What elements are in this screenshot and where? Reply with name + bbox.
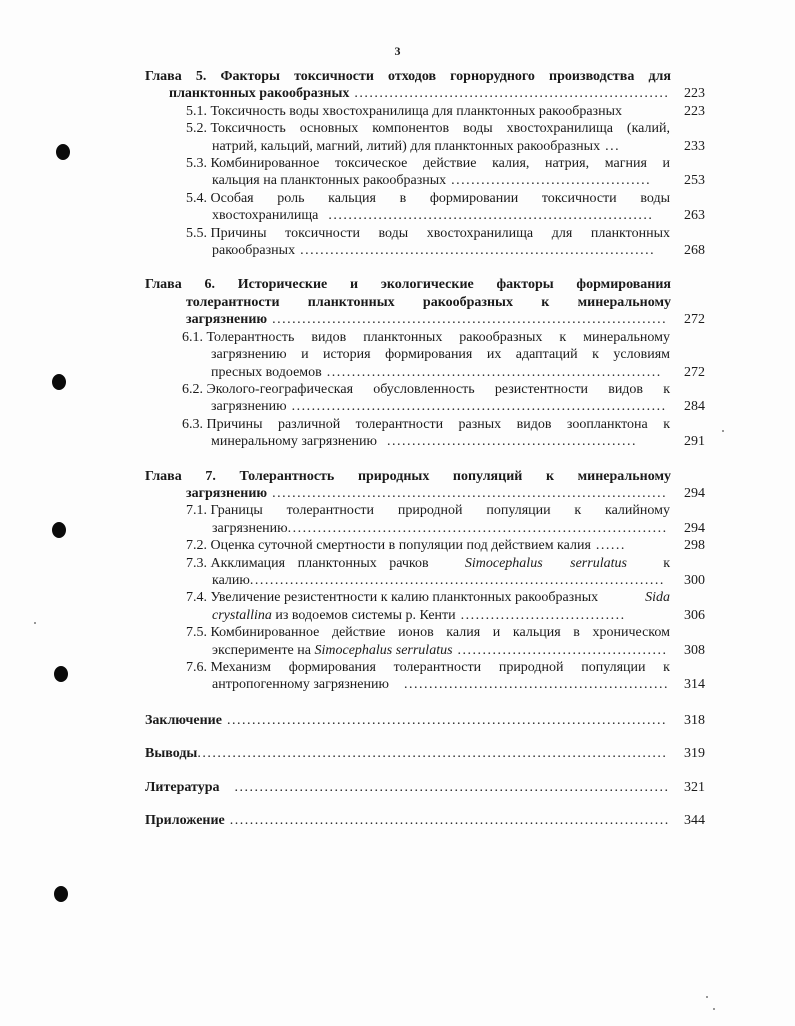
section-title: Токсичность основных компонентов воды хвостохранилища (калий, [210, 121, 670, 137]
scan-speck [722, 430, 724, 432]
section-number: 7.2. [186, 538, 207, 554]
toc-entry [0, 659, 795, 676]
page-ref: 272 [684, 364, 705, 380]
toc-entry-cont: ракообразных ....................................................................... 268 [0, 242, 795, 259]
section-title: Эколого-географическая обусловленность резистентности видов к [206, 381, 670, 397]
chapter-title-line: толерантности планктонных ракообразных к минеральному [186, 294, 671, 310]
species-name: Simocephalus serrulatus [464, 555, 627, 571]
toc-entry [0, 225, 795, 242]
section-title: загрязнению и история формирования их адаптаций к условиям [211, 347, 670, 363]
page-ref: 344 [684, 813, 705, 829]
section-title: хвостохранилища [212, 208, 319, 224]
section-number: 7.4. [186, 590, 207, 606]
page-ref: 223 [684, 103, 705, 119]
section-title: к [663, 555, 670, 571]
section-title: загрязнению [211, 399, 287, 415]
page-ref: 294 [684, 520, 705, 536]
section-title: Толерантность видов планктонных ракообразных к минеральному [206, 329, 670, 345]
chapter-title-line: Глава 5. Факторы токсичности отходов горнорудного производства для [145, 69, 671, 84]
toc-entry [0, 589, 795, 606]
toc-entry-cont: загрязнению ........................................................................... 284 [0, 398, 795, 415]
chapter-heading-last: загрязнению ............................................................................... 294 [186, 485, 705, 501]
scan-speck [34, 622, 36, 624]
section-title: минеральному загрязнению [211, 434, 377, 450]
chapter-6 [0, 276, 795, 450]
section-title: Увеличение резистентности к калию планктонных ракообразных [210, 590, 599, 606]
chapter-heading [0, 68, 671, 85]
toc-entry-cont: эксперименте на Simocephalus serrulatus .......................................... 308 [212, 642, 705, 658]
chapter-heading-last: загрязнению ............................................................................... 272 [186, 312, 705, 328]
toc-entry [0, 555, 795, 572]
page-ref: 263 [684, 208, 705, 224]
section-number: 6.3. [182, 416, 203, 432]
toc-entry [0, 103, 795, 120]
toc-end-item-literature: Литература ....................................................................................... 321 [145, 779, 705, 795]
toc-end-item-appendix: Приложение ........................................................................................ 344 [145, 813, 705, 829]
section-title: Токсичность воды хвостохранилища для планктонных ракообразных [210, 103, 622, 119]
toc-entry-cont: crystallina из водоемов системы р. Кенти ................................. 306 [212, 607, 705, 623]
section-number: 6.1. [182, 329, 203, 345]
section-title: антропогенному загрязнению [212, 677, 389, 693]
toc-end-item-conclusion: Заключение ........................................................................................ 318 [145, 712, 705, 728]
page-ref: 319 [684, 746, 705, 762]
toc-entry-cont: минеральному загрязнению .................................................. 291 [0, 433, 795, 450]
page-ref: 253 [684, 173, 705, 189]
page-ref: 294 [684, 485, 705, 501]
page-ref: 233 [684, 138, 705, 154]
section-title: Границы толерантности природной популяции к калийному [210, 503, 670, 519]
chapter-heading [0, 468, 671, 485]
end-item-label: Литература [145, 779, 220, 795]
binder-hole-mark [54, 886, 68, 902]
section-number: 7.1. [186, 503, 207, 519]
page-ref: 291 [684, 434, 705, 450]
end-item-label: Приложение [145, 813, 225, 829]
section-title: Особая роль кальция в формировании токсичности воды [210, 190, 670, 206]
chapter-title-line: Глава 6. Исторические и экологические факторы формирования [145, 277, 671, 293]
section-title: Акклимация планктонных рачков [210, 555, 429, 571]
toc-entry-cont: калию ................................................................................... 300 [0, 572, 795, 589]
chapter-5 [0, 68, 795, 259]
section-number: 7.5. [186, 625, 207, 641]
section-title: Комбинированное действие ионов калия и кальция в хроническом [210, 625, 670, 641]
toc-entry-cont [0, 346, 795, 363]
page-number: 3 [394, 44, 401, 58]
species-name: Sida [645, 590, 670, 606]
toc-entry [0, 190, 795, 207]
toc-entry [0, 416, 795, 433]
page-ref: 268 [684, 243, 705, 259]
section-title: загрязнению [212, 520, 288, 536]
section-title: Причины токсичности воды хвостохранилища для планктонных [210, 225, 670, 241]
scan-speck [713, 1008, 715, 1010]
end-item-label: Выводы [145, 746, 198, 762]
section-title: Комбинированное токсическое действие калия, натрия, магния и [210, 156, 670, 172]
chapter-heading [0, 276, 671, 293]
section-title: натрий, кальций, магний, литий) для планктонных ракообразных [212, 138, 601, 154]
page-ref: 223 [684, 86, 705, 102]
chapter-heading [0, 294, 795, 311]
chapter-7 [0, 468, 795, 694]
toc-entry [0, 120, 795, 137]
section-number: 5.2. [186, 121, 207, 137]
species-name: crystallina [212, 607, 272, 623]
page-ref: 308 [684, 642, 705, 658]
section-title: Механизм формирования толерантности природной популяции к [210, 660, 670, 675]
section-number: 5.4. [186, 190, 207, 206]
binder-hole-mark [54, 666, 68, 682]
section-title: калию [212, 572, 250, 588]
end-item-label: Заключение [145, 712, 222, 728]
section-title: из водоемов системы р. Кенти [275, 607, 456, 623]
section-title: Причины различной толерантности разных видов зоопланктона к [206, 416, 670, 432]
scan-speck [706, 996, 708, 998]
chapter-heading-last: планктонных ракообразных ............................................................... 223 [169, 86, 705, 102]
page-ref: 321 [684, 779, 705, 795]
table-of-contents [0, 68, 795, 829]
section-title: эксперименте на [212, 642, 311, 658]
toc-entry [0, 381, 795, 398]
page-ref: 284 [684, 399, 705, 415]
toc-entry-cont: кальция на планктонных ракообразных ........................................ 253 [0, 172, 795, 189]
chapter-title-line: загрязнению [186, 312, 268, 328]
page-ref: 306 [684, 607, 705, 623]
toc-entry [0, 329, 795, 346]
section-number: 5.1. [186, 103, 207, 119]
section-number: 5.5. [186, 225, 207, 241]
binder-hole-mark [52, 522, 66, 538]
page-ref: 272 [684, 312, 705, 328]
chapter-title-line: Глава 7. Толерантность природных популяций к минеральному [145, 468, 671, 484]
section-number: 5.3. [186, 156, 207, 172]
section-title: Оценка суточной смертности в популяции под действием калия [210, 538, 591, 554]
toc-entry [0, 155, 795, 172]
page-ref: 318 [684, 712, 705, 728]
binder-hole-mark [52, 374, 66, 390]
binder-hole-mark [56, 144, 70, 160]
page-ref: 298 [684, 538, 705, 554]
toc-entry [0, 502, 795, 519]
section-title: ракообразных [212, 243, 296, 259]
section-number: 6.2. [182, 381, 203, 397]
page-ref: 314 [684, 677, 705, 693]
toc-entry: 7.2. Оценка суточной смертности в популяции под действием калия ...... 298 [186, 538, 705, 554]
section-title: кальция на планктонных ракообразных [212, 173, 447, 189]
toc-end-item-findings: Выводы .............................................................................................. 319 [145, 746, 705, 762]
toc-entry-cont: натрий, кальций, магний, литий) для планктонных ракообразных ... 233 [0, 138, 795, 155]
species-name: Simocephalus serrulatus [314, 642, 453, 658]
chapter-title-line: загрязнению [186, 485, 268, 501]
toc-entry-cont: пресных водоемов ................................................................... 272 [0, 364, 795, 381]
toc-entry-cont: хвостохранилища ................................................................. 263 [0, 207, 795, 224]
toc-entry [0, 624, 795, 641]
section-number: 7.3. [186, 555, 207, 571]
section-number: 7.6. [186, 660, 207, 675]
page-ref: 300 [684, 572, 705, 588]
chapter-title-line: планктонных ракообразных [169, 86, 350, 102]
section-title: пресных водоемов [211, 364, 322, 380]
toc-entry-cont: антропогенному загрязнению ..................................................... 314 [0, 676, 795, 693]
toc-entry-cont: загрязнению ............................................................................ 294 [0, 520, 795, 537]
